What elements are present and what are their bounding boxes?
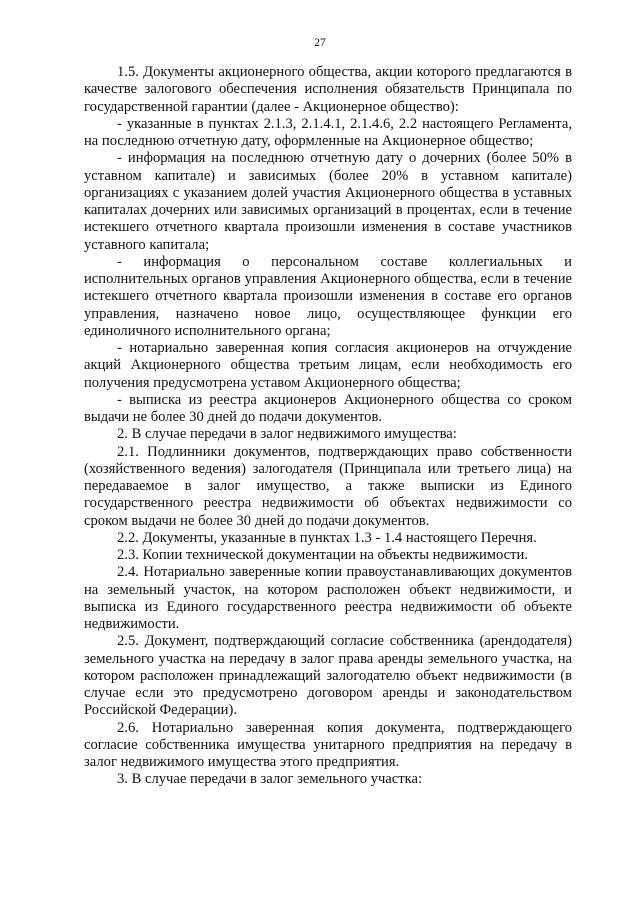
paragraph-bullet-shareholder-consent: - нотариально заверенная копия согласия акционеров на отчуждение акций Акционерного общества третьим лицам, если необходимость его получения предусмотрена уставом Акционерного общества; [84, 340, 572, 391]
paragraph-2-6: 2.6. Нотариально заверенная копия документа, подтверждающего согласие собственника имущества унитарного предприятия на передачу в залог недвижимого имущества этого предприятия. [84, 719, 572, 770]
paragraph-bullet-management-info: - информация о персональном составе коллегиальных и исполнительных органов управления Акционерного общества, если в течение истекшего отчетного квартала произошли изменения в составе его органов управления, назначено новое лицо, осуществляющее функции его единоличного исполнительного органа; [84, 253, 572, 339]
paragraph-1-5: 1.5. Документы акционерного общества, акции которого предлагаются в качестве залогового обеспечения исполнения обязательств Принципала по государственной гарантии (далее - Акционерное общество): [84, 64, 572, 115]
paragraph-bullet-subsidiaries-info: - информация на последнюю отчетную дату о дочерних (более 50% в уставном капитале) и зависимых (более 20% в уставном капитале) организациях с указанием долей участия Акционерного общества в уставных капиталах дочерних или зависимых организаций в процентах, если в течение истекшего отчетного квартала произошли изменения в составе участников уставного капитала; [84, 150, 572, 253]
page-number: 27 [314, 37, 326, 49]
paragraph-3: 3. В случае передачи в залог земельного участка: [117, 771, 423, 788]
paragraph-bullet-indicated-items: - указанные в пунктах 2.1.3, 2.1.4.1, 2.1.4.6, 2.2 настоящего Регламента, на последнюю отчетную дату, оформленные на Акционерное общество; [84, 115, 572, 149]
paragraph-2-2: 2.2. Документы, указанные в пунктах 1.3 - 1.4 настоящего Перечня. [117, 529, 537, 546]
paragraph-2-1: 2.1. Подлинники документов, подтверждающих право собственности (хозяйственного ведения) залогодателя (Принципала или третьего лица) на передаваемое в залог имущество, а также выписки из Единого государственного реестра недвижимости об объектах недвижимости со сроком выдачи не более 30 дней до подачи документов. [84, 443, 572, 529]
paragraph-2: 2. В случае передачи в залог недвижимого имущества: [117, 426, 457, 443]
paragraph-2-3: 2.3. Копии технической документации на объекты недвижимости. [117, 547, 528, 563]
document-body [84, 64, 572, 789]
paragraph-bullet-registry-extract: - выписка из реестра акционеров Акционерного общества со сроком выдачи не более 30 дней до подачи документов. [84, 391, 572, 425]
paragraph-2-4: 2.4. Нотариально заверенные копии правоустанавливающих документов на земельный участок, на котором расположен объект недвижимости, и выписка из Единого государственного реестра недвижимости об объекте недвижимости. [84, 564, 572, 632]
paragraph-2-5: 2.5. Документ, подтверждающий согласие собственника (арендодателя) земельного участка на передачу в залог права аренды земельного участка, на котором расположен принадлежащий залогодателю объект недвижимости (в случае если это предусмотрено договором аренды и законодательством Российской Федерации). [84, 633, 572, 719]
